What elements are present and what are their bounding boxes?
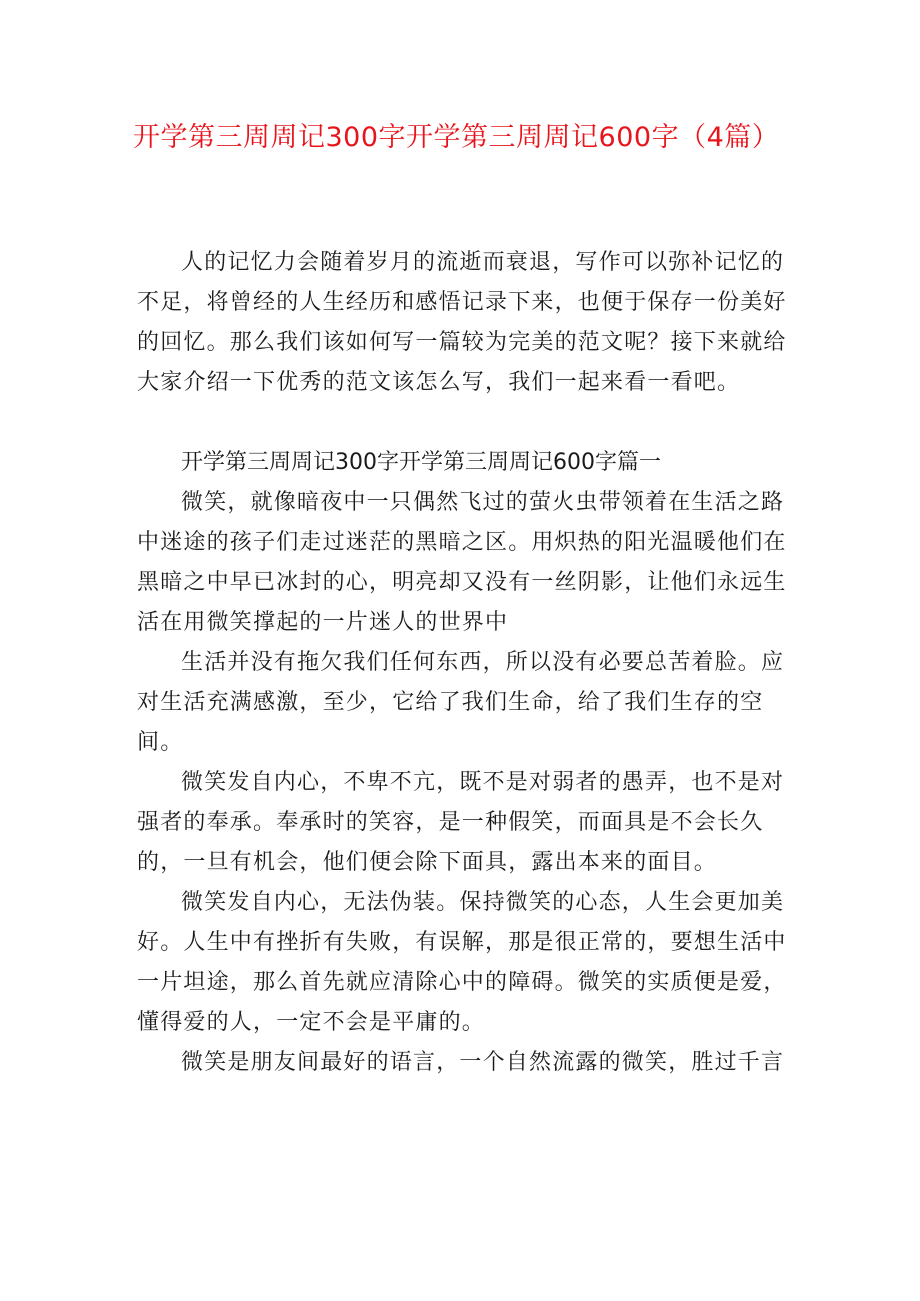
essay-body [137, 483, 797, 1083]
intro-paragraph: 人的记忆力会随着岁月的流逝而衰退，写作可以弥补记忆的不足，将曾经的人生经历和感悟记录下来，也便于保存一份美好的回忆。那么我们该如何写一篇较为完美的范文呢？接下来就给大家介绍一下优秀的范文该怎么写，我们一起来看一看吧。 [137, 250, 787, 395]
essay-paragraph-1: 微笑，就像暗夜中一只偶然飞过的萤火虫带领着在生活之路中迷途的孩子们走过迷茫的黑暗之区。用炽热的阳光温暖他们在黑暗之中早已冰封的心，明亮却又没有一丝阴影，让他们永远生活在用微笑撑起的一片迷人的世界中 [137, 490, 787, 635]
section-heading: 开学第三周周记300字开学第三周周记600字篇一 [181, 450, 661, 475]
essay-paragraph-3: 微笑发自内心，不卑不亢，既不是对弱者的愚弄，也不是对强者的奉承。奉承时的笑容，是一种假笑，而面具是不会长久的，一旦有机会，他们便会除下面具，露出本来的面目。 [137, 770, 785, 875]
essay-paragraph-5: 微笑是朋友间最好的语言，一个自然流露的微笑，胜过千言 [181, 1050, 785, 1075]
essay-paragraph-2: 生活并没有拖欠我们任何东西，所以没有必要总苦着脸。应对生活充满感激，至少，它给了我们生命，给了我们生存的空间。 [137, 650, 785, 755]
document-title: 开学第三周周记300字开学第三周周记600字（4篇） [133, 122, 780, 153]
body-text [137, 243, 797, 403]
essay-paragraph-4: 微笑发自内心，无法伪装。保持微笑的心态，人生会更加美好。人生中有挫折有失败，有误解，那是很正常的，要想生活中一片坦途，那么首先就应清除心中的障碍。微笑的实质便是爱，懂得爱的人，一定不会是平庸的。 [137, 890, 787, 1035]
section-heading-block [137, 443, 797, 483]
